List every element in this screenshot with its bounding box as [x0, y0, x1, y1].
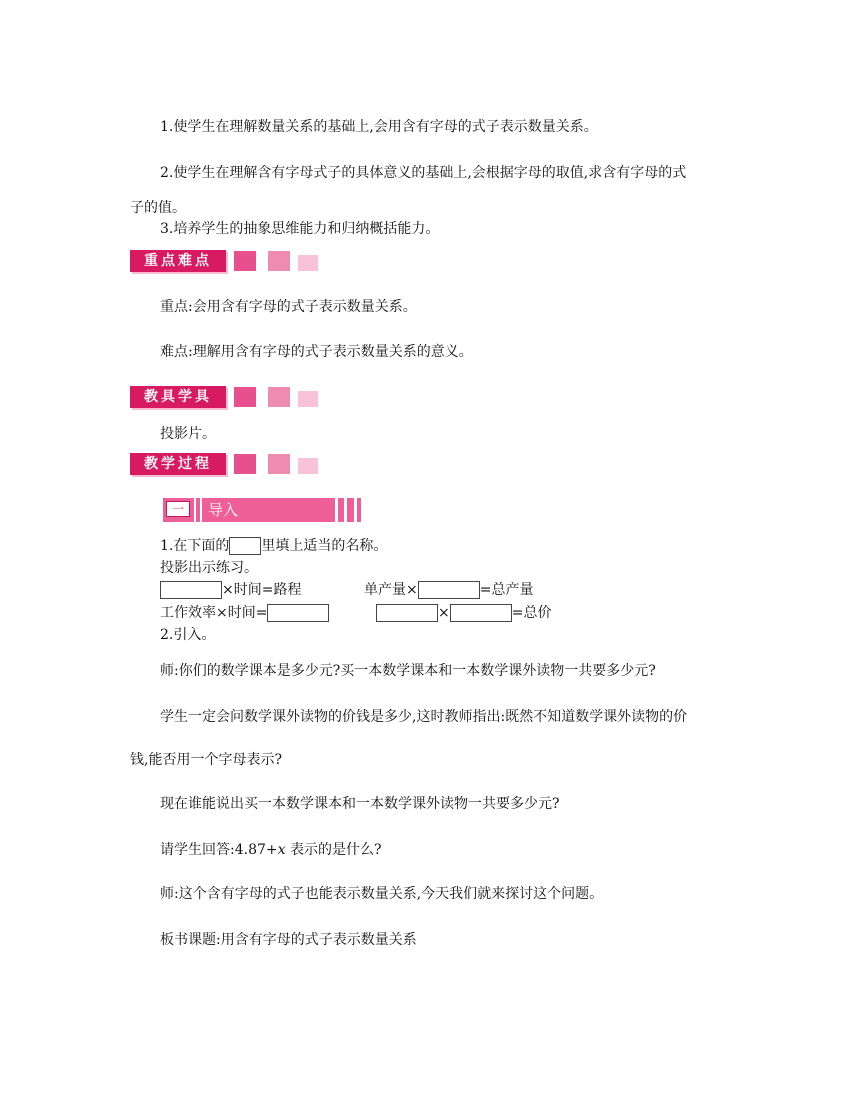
decorative-square [234, 251, 256, 271]
objective-3: 3.培养学生的抽象思维能力和归纳概括能力。 [160, 221, 440, 237]
decorative-bars [335, 498, 357, 522]
decorative-bars [194, 498, 202, 522]
paragraph-teacher-statement: 师:这个含有字母的式子也能表示数量关系,今天我们就来探讨这个问题。 [160, 886, 604, 902]
paragraph-student-line2: 钱,能否用一个字母表示? [130, 752, 282, 768]
paragraph-text: 表示的是什么? [285, 842, 382, 858]
exercise-row-1-left [160, 581, 301, 599]
equation-text: × [438, 605, 450, 621]
decorative-square [298, 391, 318, 407]
paragraph-board-title: 板书课题:用含有字母的式子表示数量关系 [160, 932, 417, 948]
key-difficulty: 难点:理解用含有字母的式子表示数量关系的意义。 [160, 344, 473, 360]
answer-blank[interactable] [376, 604, 438, 622]
paragraph-who-can-say: 现在谁能说出买一本数学课本和一本数学课外读物一共要多少元? [160, 796, 560, 812]
equation-text: 工作效率×时间= [160, 605, 268, 621]
decorative-square [268, 454, 290, 474]
decorative-square [268, 251, 290, 271]
decorative-square [234, 387, 256, 407]
answer-blank[interactable] [418, 581, 480, 599]
fill-prompt-text: 1.在下面的 [160, 538, 230, 554]
section-header-label: 重点难点 [130, 250, 226, 272]
projection-text: 投影出示练习。 [160, 560, 258, 576]
subsection-number: 一 [166, 501, 190, 517]
objective-2-line1: 2.使学生在理解含有字母式子的具体意义的基础上,会根据字母的取值,求含有字母的式 [160, 165, 687, 181]
materials-text: 投影片。 [160, 426, 216, 442]
paragraph-student-line1: 学生一定会问数学课外读物的价钱是多少,这时教师指出:既然不知道数学课外读物的价 [160, 709, 688, 725]
exercise-row-1-right [364, 581, 533, 599]
fill-prompt-text: 里填上适当的名称。 [261, 538, 388, 554]
decorative-square [298, 458, 318, 474]
equation-text: =总产量 [479, 582, 534, 598]
variable-x: x [277, 842, 286, 858]
decorative-square [268, 387, 290, 407]
objective-2-line2: 子的值。 [130, 200, 186, 216]
key-focus: 重点:会用含有字母的式子表示数量关系。 [160, 299, 417, 315]
answer-blank[interactable] [160, 581, 222, 599]
section-header-label: 教具学具 [130, 386, 226, 408]
paragraph-text: 请学生回答:4.87+ [160, 842, 278, 858]
paragraph-teacher-question: 师:你们的数学课本是多少元?买一本数学课本和一本数学课外读物一共要多少元? [160, 663, 656, 679]
paragraph-student-answer [160, 841, 382, 859]
intro-heading: 2.引入。 [160, 627, 216, 643]
objective-1: 1.使学生在理解数量关系的基础上,会用含有字母的式子表示数量关系。 [160, 119, 598, 135]
decorative-square [298, 255, 318, 271]
exercise-row-2-left [160, 604, 329, 622]
equation-text: =总价 [511, 605, 552, 621]
answer-blank[interactable] [267, 604, 329, 622]
subsection-banner-intro [163, 498, 361, 522]
equation-text: ×时间=路程 [222, 582, 302, 598]
blank-box [229, 537, 261, 555]
subsection-title: 导入 [208, 501, 239, 519]
answer-blank[interactable] [450, 604, 512, 622]
equation-text: 单产量× [364, 582, 418, 598]
section-header-label: 教学过程 [130, 453, 226, 475]
decorative-square [234, 454, 256, 474]
fill-prompt [160, 537, 387, 555]
exercise-row-2-right [376, 604, 551, 622]
